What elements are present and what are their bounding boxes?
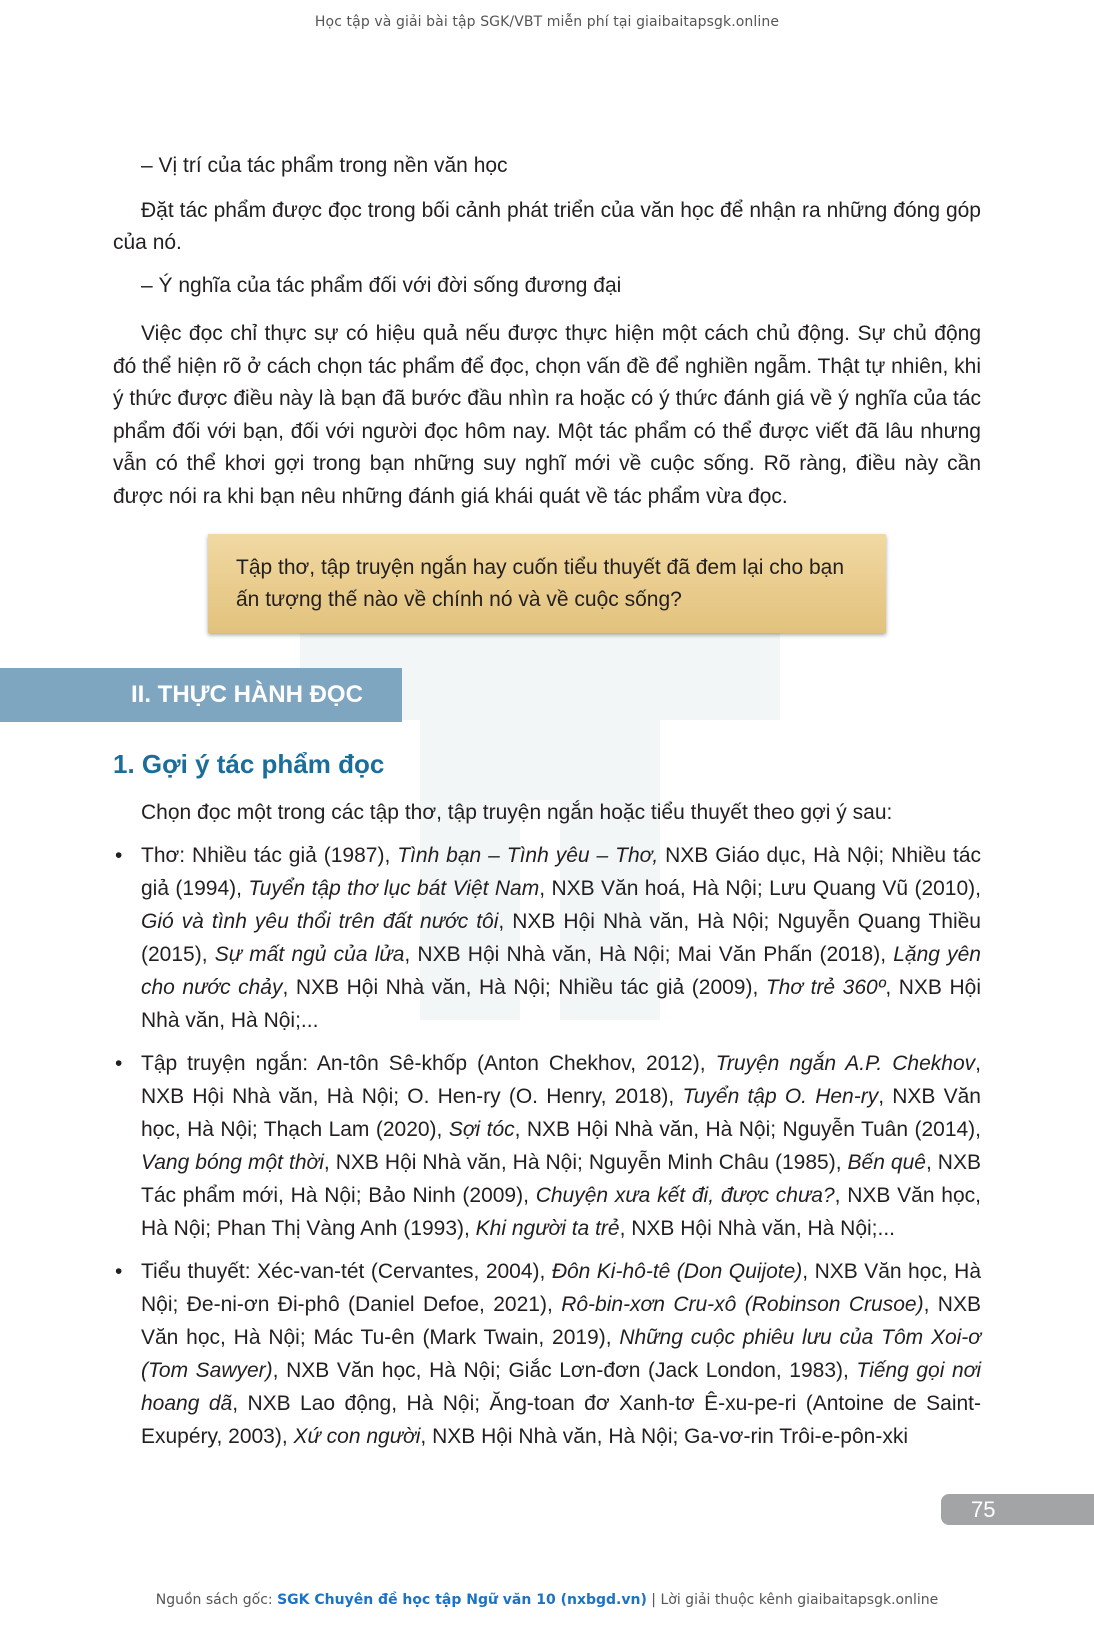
book-title: Rô-bin-xơn Cru-xô (Robinson Crusoe) [561, 1293, 924, 1316]
reading-suggestions [113, 796, 981, 1463]
book-title: Tuyển tập O. Hen-ry [682, 1085, 879, 1108]
footer-suffix: | Lời giải thuộc kênh giaibaitapsgk.online [646, 1592, 939, 1608]
lead-text: Chọn đọc một trong các tập thơ, tập truyện ngắn hoặc tiểu thuyết theo gợi ý sau: [141, 801, 893, 824]
text-run: , NXB Hội Nhà văn, Hà Nội; Mai Văn Phấn (2018), [404, 943, 894, 966]
page-number: 75 [941, 1494, 1094, 1525]
book-title: Xứ con người [293, 1425, 421, 1448]
list-item-novels [113, 1255, 981, 1453]
text-run: , NXB Hội Nhà văn, Hà Nội;... [619, 1217, 896, 1240]
book-title: Đôn Ki-hô-tê (Don Quijote) [551, 1260, 803, 1283]
footer-prefix: Nguồn sách gốc: [155, 1592, 278, 1608]
section-heading: II. THỰC HÀNH ĐỌC [0, 668, 402, 722]
list-item-poetry [113, 839, 981, 1037]
bullet-icon: • [115, 1052, 123, 1075]
paragraph-position: Đặt tác phẩm được đọc trong bối cảnh phát triển của văn học để nhận ra những đóng góp của nó. [113, 198, 981, 254]
text-run: , NXB Hội Nhà văn, Hà Nội; Nguyễn Minh Châu (1985), [323, 1151, 848, 1174]
intro-section [113, 150, 981, 523]
text-run: , NXB Văn hoá, Hà Nội; Lưu Quang Vũ (2010), [539, 877, 981, 900]
page-footer [0, 1592, 1094, 1608]
text-run: , NXB Tác phẩm mới, Hà Nội; Bảo Ninh (2009), [141, 1151, 981, 1207]
site-banner: Học tập và giải bài tập SGK/VBT miễn phí tại giaibaitapsgk.online [314, 14, 780, 30]
text-run: Tập truyện ngắn: An-tôn Sê-khốp (Anton Chekhov, 2012), [141, 1052, 716, 1075]
text-run: Tiểu thuyết: Xéc-van-tét (Cervantes, 2004), [141, 1260, 552, 1283]
book-title: Bến quê [847, 1151, 926, 1174]
book-title: Gió và tình yêu thổi trên đất nước tôi [141, 910, 499, 933]
book-title: Sự mất ngủ của lửa [214, 943, 405, 966]
paragraph-reading: Việc đọc chỉ thực sự có hiệu quả nếu được thực hiện một cách chủ động. Sự chủ động đó thể hiện rõ ở cách chọn tác phẩm để đọc, chọn vấn đề để nghiền ngẫm. Thật tự nhiên, khi ý thức được điều này là bạn đã bước đầu nhìn ra hoặc có ý thức đánh giá về ý nghĩa của tác phẩm đối với bạn, đối với người đọc hôm nay. Một tác phẩm có thể được viết đã lâu nhưng vẫn có thể khơi gợi trong bạn những suy nghĩ mới về cuộc sống. Rõ ràng, điều này cần được nói ra khi bạn nêu những đánh giá khái quát về tác phẩm vừa đọc. [113, 322, 982, 508]
source-link[interactable]: SGK Chuyên đề học tập Ngữ văn 10 (nxbgd.vn) [277, 1592, 647, 1608]
book-title: Tiếng gọi nơi hoang dã [141, 1359, 981, 1415]
book-title: Chuyện xưa kết đi, được chưa? [535, 1184, 835, 1207]
subsection-heading: 1. Gợi ý tác phẩm đọc [113, 749, 385, 779]
book-title: Vang bóng một thời [141, 1151, 324, 1174]
criterion-position: – Vị trí của tác phẩm trong nền văn học [141, 154, 508, 177]
book-title: Những cuộc phiêu lưu của Tôm Xoi-ơ (Tom Sawyer) [141, 1326, 981, 1382]
text-run: , NXB Văn học, Hà Nội; Thạch Lam (2020), [141, 1085, 981, 1141]
list-item-stories [113, 1047, 981, 1245]
text-run: , NXB Hội Nhà văn, Hà Nội; Nguyễn Quang Thiều (2015), [141, 910, 981, 966]
bullet-icon: • [115, 844, 123, 867]
text-run: , NXB Hội Nhà văn, Hà Nội;... [141, 976, 981, 1032]
book-title: Tình bạn – Tình yêu – Thơ, [397, 844, 659, 867]
book-title: Sợi tóc [448, 1118, 515, 1141]
text-run: NXB Giáo dục, Hà Nội; Nhiều tác giả (1994), [141, 844, 982, 900]
text-run: Thơ: Nhiều tác giả (1987), [141, 844, 398, 867]
book-title: Truyện ngắn A.P. Chekhov [715, 1052, 976, 1075]
text-run: , NXB Văn học, Hà Nội; Đe-ni-ơn Đi-phô (Daniel Defoe, 2021), [141, 1260, 981, 1316]
text-run: , NXB Hội Nhà văn, Hà Nội; Nguyễn Tuân (2014), [514, 1118, 982, 1141]
book-title: Lặng yên cho nước chảy [141, 943, 981, 999]
question-box: Tập thơ, tập truyện ngắn hay cuốn tiểu thuyết đã đem lại cho bạn ấn tượng thế nào về chính nó và về cuộc sống? [208, 534, 886, 633]
text-run: , NXB Hội Nhà văn, Hà Nội; Ga-vơ-rin Trôi-e-pôn-xki [420, 1425, 908, 1448]
text-run: , NXB Văn học, Hà Nội; Giắc Lơn-đơn (Jack London, 1983), [272, 1359, 857, 1382]
text-run: , NXB Văn học, Hà Nội; Phan Thị Vàng Anh (1993), [141, 1184, 981, 1240]
book-title: Thơ trẻ 360º [765, 976, 886, 999]
book-title: Khi người ta trẻ [475, 1217, 620, 1240]
bullet-icon: • [115, 1260, 123, 1283]
text-run: , NXB Hội Nhà văn, Hà Nội; O. Hen-ry (O. Henry, 2018), [141, 1052, 981, 1108]
text-run: , NXB Hội Nhà văn, Hà Nội; Nhiều tác giả (2009), [282, 976, 766, 999]
criterion-meaning: – Ý nghĩa của tác phẩm đối với đời sống đương đại [141, 273, 622, 297]
book-title: Tuyển tập thơ lục bát Việt Nam [248, 877, 540, 900]
text-run: , NXB Lao động, Hà Nội; Ăng-toan đơ Xanh-tơ Ê-xu-pe-ri (Antoine de Saint-Exupéry, 2003), [141, 1392, 982, 1448]
text-run: , NXB Văn học, Hà Nội; Mác Tu-ên (Mark Twain, 2019), [141, 1293, 981, 1349]
